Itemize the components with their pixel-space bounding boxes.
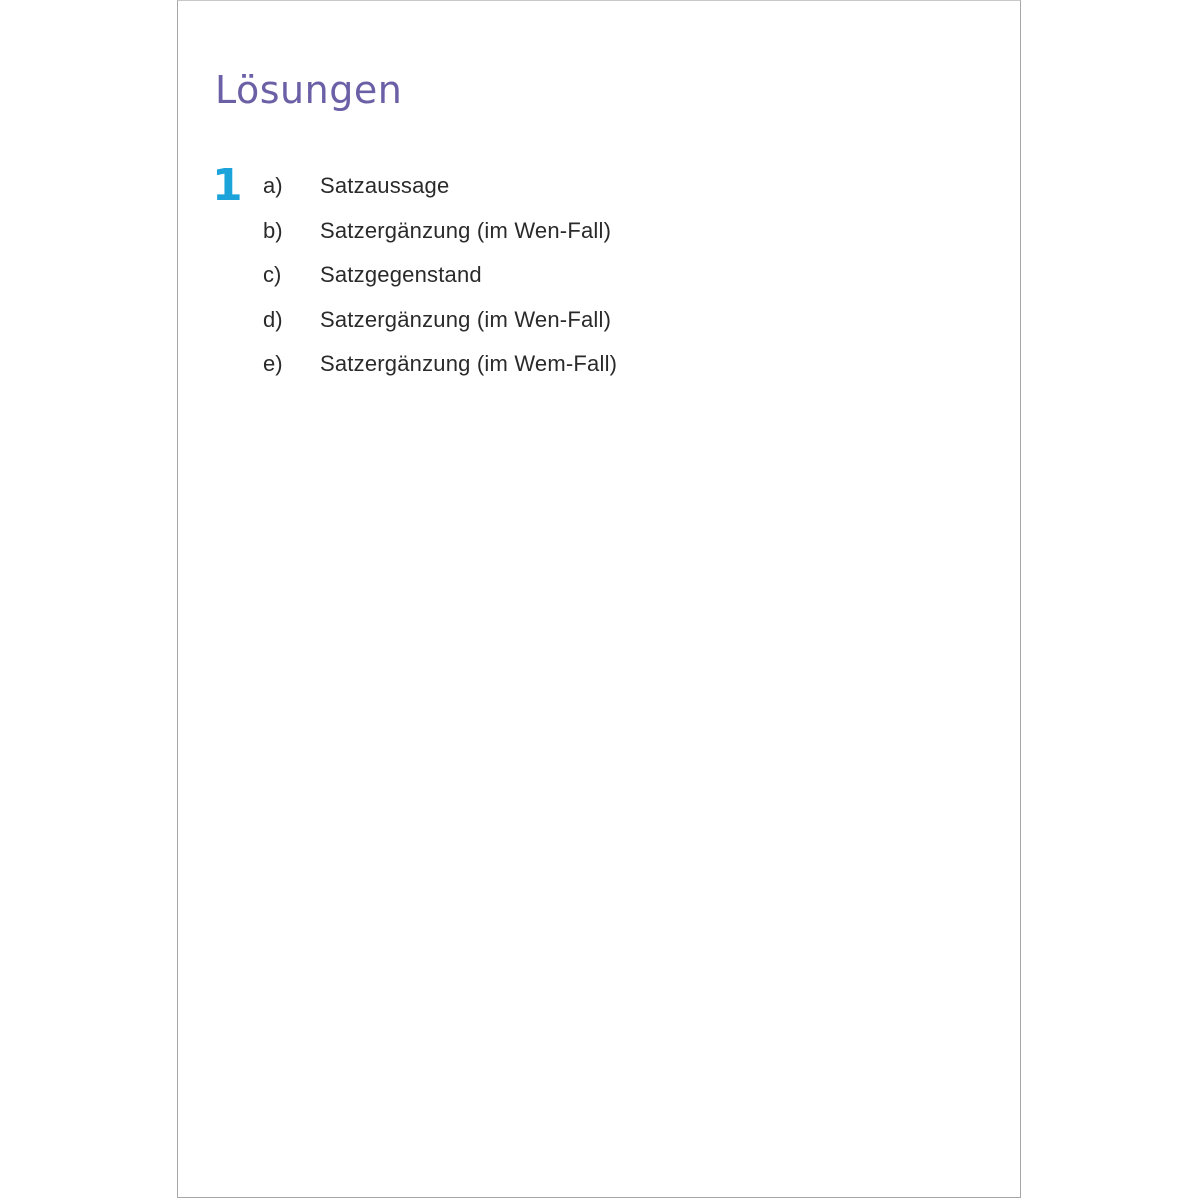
- answer-text: Satzergänzung (im Wem-Fall): [320, 351, 618, 376]
- list-item: [263, 173, 617, 218]
- answer-list: [263, 173, 617, 396]
- answer-letter: e): [263, 351, 283, 376]
- exercise-number: 1: [212, 160, 243, 211]
- answer-text: Satzergänzung (im Wen-Fall): [320, 217, 612, 243]
- answer-letter: b): [263, 217, 283, 243]
- list-item: [263, 218, 617, 263]
- answer-text: Satzgegenstand: [320, 262, 482, 287]
- answer-letter: d): [263, 306, 283, 332]
- list-item: [263, 307, 617, 352]
- page-title: Lösungen: [215, 68, 403, 112]
- list-item: [263, 351, 617, 396]
- list-item: [263, 262, 617, 307]
- answer-text: Satzaussage: [320, 173, 450, 198]
- document-page: [177, 0, 1021, 1198]
- answer-text: Satzergänzung (im Wen-Fall): [320, 306, 612, 332]
- answer-letter: a): [263, 173, 283, 198]
- answer-letter: c): [263, 262, 282, 287]
